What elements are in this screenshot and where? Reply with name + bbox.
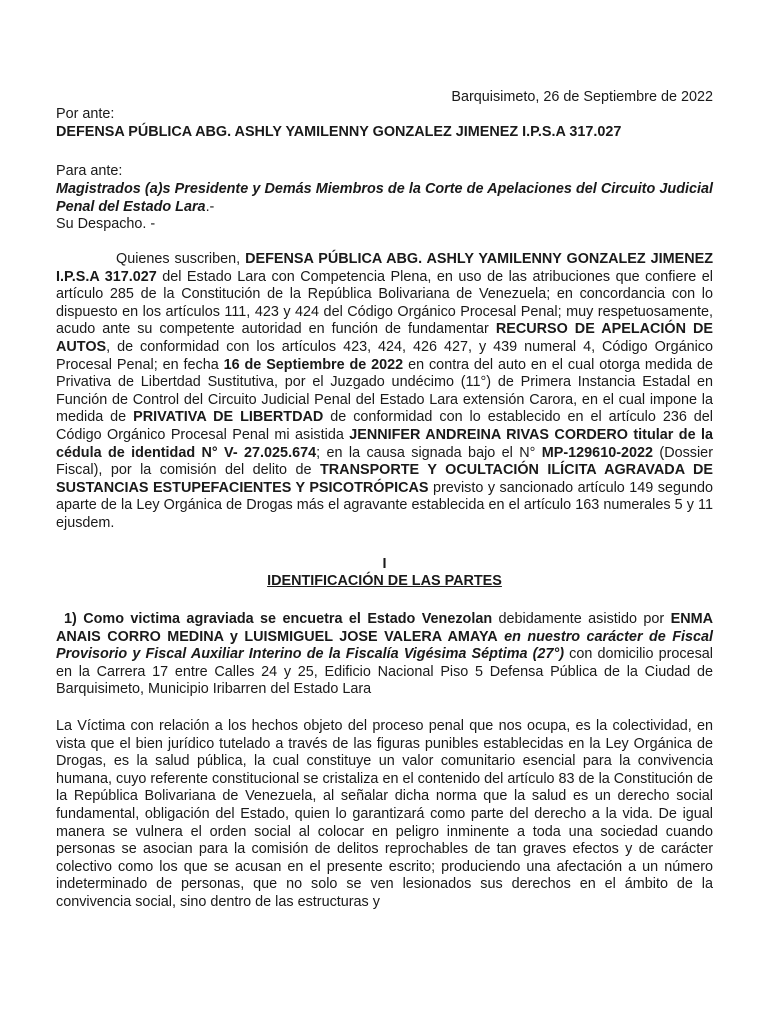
addressee — [56, 181, 713, 216]
intro-text-1: Quienes suscriben, — [116, 251, 246, 267]
intro-delito: TRANSPORTE Y OCULTACIÓN ILÍCITA AGRAVADA DE SUSTANCIAS ESTUPEFACIENTES Y PSICOTRÓPICAS — [56, 462, 713, 496]
party-1-text-2: con domicilio procesal en la Carrera 17 entre Calles 24 y 25, Edificio Nacional Piso 5 Defensa Pública de la Ciudad de Barquisimeto, Municipio Iribarren del Estado Lara — [56, 646, 714, 698]
party-1-paragraph — [56, 611, 713, 699]
addressee-name: Magistrados (a)s Presidente y Demás Miembros de la Corte de Apelaciones del Circuito Judicial Penal del Estado Lara — [56, 181, 713, 215]
intro-text-7: (Dossier Fiscal), por la comisión del delito de — [56, 444, 713, 479]
party-1-role: en nuestro carácter de Fiscal Provisorio y Fiscal Auxiliar Interino de la Fiscalía Vigésima Séptima (27°) — [56, 628, 714, 663]
victim-paragraph: La Víctima con relación a los hechos objeto del proceso penal que nos ocupa, es la colectividad, en vista que el bien jurídico tutelado a través de las figuras punibles establecidas en la Ley Orgánica de Drogas, es la salud pública, la cual constituye un valor comunitario esencial para la convivencia humana, cuyo referente constitucional se cristaliza en el contenido del artículo 83 de la Constitución de la República Bolivariana de Venezuela, al señalar dicha norma que la salud es un derecho social fundamental, obligación del Estado, quien lo garantizará como parte del derecho a la vida. De igual manera se vulnera el orden social al colocar en peligro inminente a toda una sociedad cuando personas se asocian para la comisión de delitos reprochables de tan graves efectos y de carácter colectivo como los que se acusan en el presente escrito; produciendo una afectación a un número indeterminado de personas, que no solo se ven lesionados sus derechos en el ámbito de la convivencia social, sino dentro de las estructuras y — [56, 718, 713, 910]
party-1-names: ENMA ANAIS CORRO MEDINA y LUISMIGUEL JOSE VALERA AMAYA — [56, 611, 713, 645]
section-numeral: I — [382, 556, 387, 572]
section-heading: IDENTIFICACIÓN DE LAS PARTES — [267, 573, 502, 589]
intro-text-5: de conformidad con lo establecido en el artículo 236 del Código Orgánico Procesal Penal mi asistida — [56, 409, 714, 443]
para-ante-label: Para ante: — [56, 163, 123, 179]
intro-privativa: PRIVATIVA DE LIBERTDAD — [133, 409, 324, 426]
despacho-line: Su Despacho. - — [56, 216, 156, 232]
intro-defensa: DEFENSA PÚBLICA ABG. ASHLY YAMILENNY GONZALEZ JIMENEZ I.P.S.A 317.027 — [56, 251, 714, 285]
intro-text-8: previsto y sancionado artículo 149 segundo aparte de la Ley Orgánica de Drogas más el agravante establecida en el artículo 163 numerales 5 y 11 ejusdem. — [56, 479, 713, 531]
intro-expediente: MP-129610-2022 — [541, 444, 654, 461]
intro-text-4: en contra del auto en el cual otorga medida de Privativa de Libertdad Sustitutiva, por el Juzgado undécimo (11°) de Primera Instancia Estadal en Función de Control del Circuito Judicial Penal del Estado Lara extensión Carora, en el cual impone la medida de — [56, 356, 714, 426]
date-line: Barquisimeto, 26 de Septiembre de 2022 — [451, 89, 713, 105]
party-1-text-1: debidamente asistido por — [492, 611, 671, 627]
intro-text-2: del Estado Lara con Competencia Plena, en uso de las atribuciones que confiere el artículo 285 de la Constitución de la República Bolivariana de Venezuela; en concordancia con lo dispuesto en los artículos 111, 423 y 424 del Código Orgánico Procesal Penal; muy respetuosamente, acudo ante su competente autoridad en función de fundamentar — [56, 268, 713, 338]
intro-paragraph — [56, 251, 713, 533]
intro-recurso: RECURSO DE APELACIÓN DE AUTOS — [56, 321, 713, 355]
intro-text-3: , de conformidad con los artículos 423, 424, 426 427, y 439 numeral 4, Código Orgánico Procesal Penal; en fecha — [56, 338, 713, 373]
intro-asistida: JENNIFER ANDREINA RIVAS CORDERO titular de la cédula de identidad N° V- 27.025.674 — [56, 426, 713, 461]
por-ante-label: Por ante: — [56, 106, 115, 122]
intro-text-6: ; en la causa signada bajo el N° — [316, 444, 542, 461]
por-ante-name: DEFENSA PÚBLICA ABG. ASHLY YAMILENNY GONZALEZ JIMENEZ I.P.S.A 317.027 — [56, 124, 622, 140]
party-1-victim: 1) Como victima agraviada se encuetra el Estado Venezolan — [64, 611, 493, 627]
intro-fecha: 16 de Septiembre de 2022 — [223, 356, 404, 373]
addressee-tail: .- — [205, 198, 215, 215]
